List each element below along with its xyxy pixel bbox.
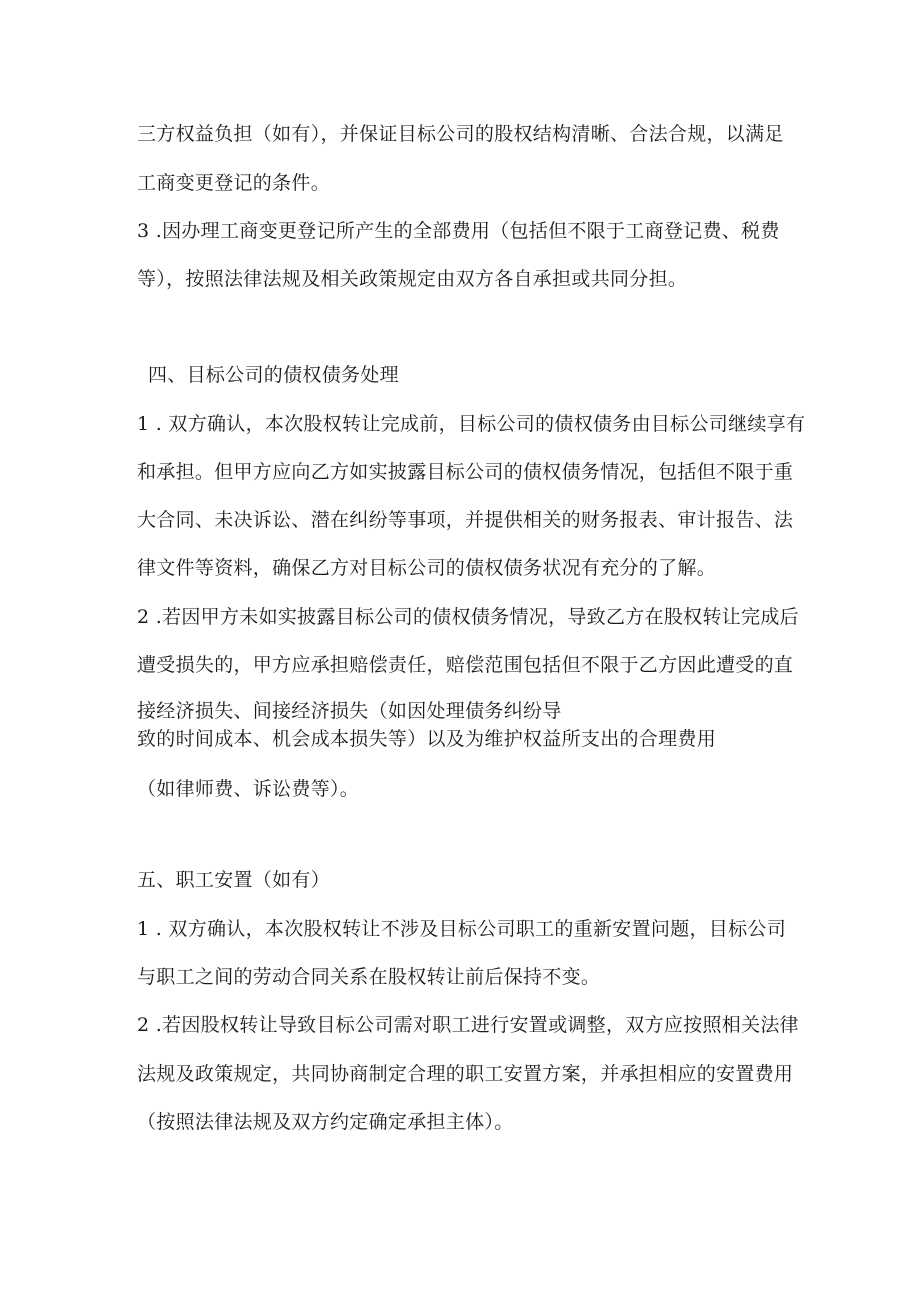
- paragraph-line: 1 . 双方确认，本次股权转让不涉及目标公司职工的重新安置问题，目标公司: [137, 918, 787, 940]
- paragraph-line: 1 . 双方确认，本次股权转让完成前，目标公司的债权债务由目标公司继续享有: [137, 413, 806, 435]
- paragraph-line: 法规及政策规定，共同协商制定合理的职工安置方案，并承担相应的安置费用: [137, 1063, 794, 1085]
- paragraph-line: 与职工之间的劳动合同关系在股权转让前后保持不变。: [137, 966, 601, 988]
- section-heading-4: 四、目标公司的债权债务处理: [148, 364, 399, 386]
- paragraph-line: 2 .若因甲方未如实披露目标公司的债权债务情况，导致乙方在股权转让完成后: [137, 606, 799, 628]
- paragraph-line: 三方权益负担（如有），并保证目标公司的股权结构清晰、合法合规，以满足: [137, 123, 784, 145]
- paragraph-line: 大合同、未决诉讼、潜在纠纷等事项，并提供相关的财务报表、审计报告、法: [137, 509, 794, 531]
- paragraph-line: 和承担。但甲方应向乙方如实披露目标公司的债权债务情况，包括但不限于重: [137, 461, 794, 483]
- paragraph-line: 等），按照法律法规及相关政策规定由双方各自承担或共同分担。: [137, 268, 688, 290]
- paragraph-line: 工商变更登记的条件。: [137, 172, 331, 194]
- paragraph-line: 律文件等资料，确保乙方对目标公司的债权债务状况有充分的了解。: [137, 557, 717, 579]
- paragraph-line: （如律师费、诉讼费等）。: [137, 778, 360, 800]
- paragraph-line: 致的时间成本、机会成本损失等）以及为维护权益所支出的合理费用: [137, 728, 717, 750]
- section-heading-5: 五、职工安置（如有）: [137, 869, 331, 891]
- paragraph-line: 遭受损失的，甲方应承担赔偿责任，赔偿范围包括但不限于乙方因此遭受的直: [137, 654, 794, 676]
- paragraph-line: （按照法律法规及双方约定确定承担主体）。: [137, 1111, 514, 1133]
- paragraph-line: 接经济损失、间接经济损失（如因处理债务纠纷导: [137, 700, 562, 722]
- paragraph-line: 3 .因办理工商变更登记所产生的全部费用（包括但不限于工商登记费、税费: [137, 220, 780, 242]
- paragraph-line: 2 .若因股权转让导致目标公司需对职工进行安置或调整，双方应按照相关法律: [137, 1014, 799, 1036]
